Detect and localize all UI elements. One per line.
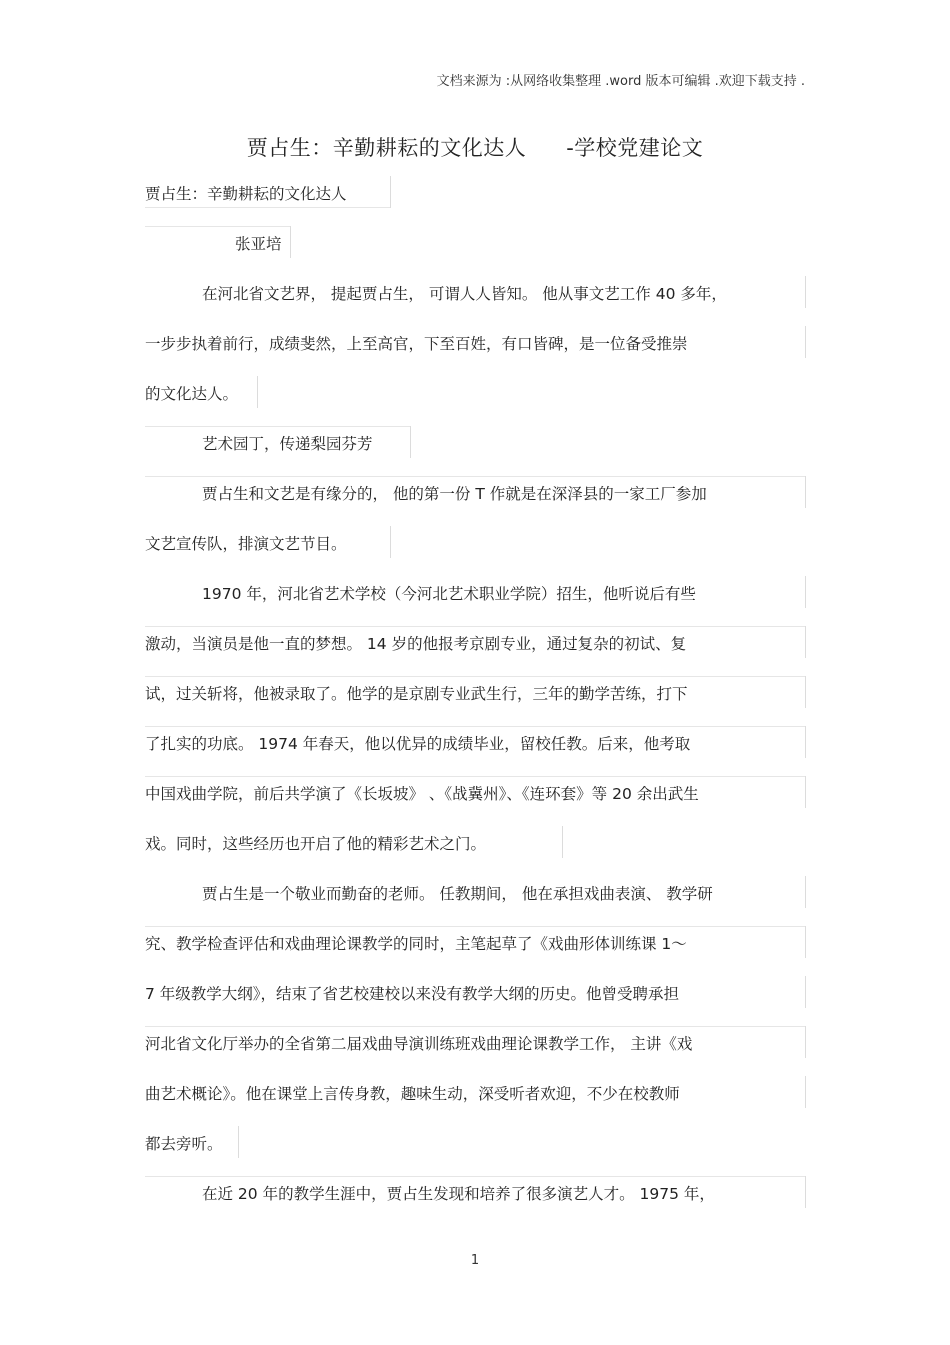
paragraph-line: 戏。同时，这些经历也开启了他的精彩艺术之门。 xyxy=(145,835,487,853)
section-heading: 艺术园丁，传递梨园芬芳 xyxy=(202,435,373,453)
title-suffix: -学校党建论文 xyxy=(566,136,704,160)
divider xyxy=(145,726,805,727)
divider xyxy=(805,676,806,708)
paragraph-line: 7 年级教学大纲》，结束了省艺校建校以来没有教学大纲的历史。他曾受聘承担 xyxy=(145,985,680,1003)
divider xyxy=(238,1126,239,1158)
divider xyxy=(805,476,806,508)
divider xyxy=(145,926,805,927)
divider xyxy=(805,776,806,808)
divider xyxy=(805,1176,806,1208)
divider xyxy=(805,1076,806,1108)
paragraph-line: 河北省文化厅举办的全省第二届戏曲导演训练班戏曲理论课教学工作， 主讲《戏 xyxy=(145,1035,693,1053)
divider xyxy=(805,1026,806,1058)
paragraph-line: 曲艺术概论》。他在课堂上言传身教，趣味生动，深受听者欢迎，不少在校教师 xyxy=(145,1085,680,1103)
paragraph-line: 了扎实的功底。 1974 年春天，他以优异的成绩毕业，留校任教。后来，他考取 xyxy=(145,735,691,753)
divider xyxy=(805,576,806,608)
divider xyxy=(805,726,806,758)
divider xyxy=(145,1176,805,1177)
paragraph-line: 都去旁听。 xyxy=(145,1135,223,1153)
paragraph-line: 试，过关斩将，他被录取了。他学的是京剧专业武生行，三年的勤学苦练，打下 xyxy=(145,685,688,703)
subtitle-line: 贾占生：辛勤耕耘的文化达人 xyxy=(145,185,347,203)
paragraph-line: 在近 20 年的教学生涯中，贾占生发现和培养了很多演艺人才。 1975 年， xyxy=(202,1185,715,1203)
divider xyxy=(145,207,390,208)
divider xyxy=(290,226,291,258)
divider xyxy=(805,976,806,1008)
divider xyxy=(145,626,805,627)
divider xyxy=(805,326,806,358)
paragraph-line: 1970 年，河北省艺术学校（今河北艺术职业学院）招生，他听说后有些 xyxy=(202,585,696,603)
article-title xyxy=(0,132,950,162)
divider xyxy=(805,626,806,658)
paragraph-line: 中国戏曲学院，前后共学演了《长坂坡》 、《战冀州》、《连环套》等 20 余出武生 xyxy=(145,785,699,803)
paragraph-line: 一步步执着前行，成绩斐然，上至高官，下至百姓，有口皆碑，是一位备受推崇 xyxy=(145,335,688,353)
divider xyxy=(390,176,391,208)
divider xyxy=(145,476,805,477)
page-number: 1 xyxy=(470,1253,480,1268)
paragraph-line: 文艺宣传队，排演文艺节目。 xyxy=(145,535,347,553)
title-main: 贾占生：辛勤耕耘的文化达人 xyxy=(246,136,527,160)
divider xyxy=(390,526,391,558)
divider xyxy=(410,426,411,458)
divider xyxy=(145,776,805,777)
divider xyxy=(562,826,563,858)
divider xyxy=(257,376,258,408)
divider xyxy=(145,1026,805,1027)
divider xyxy=(805,276,806,308)
paragraph-line: 贾占生是一个敬业而勤奋的老师。 任教期间， 他在承担戏曲表演、 教学研 xyxy=(202,885,713,903)
author-line: 张亚培 xyxy=(235,235,282,253)
paragraph-line: 在河北省文艺界， 提起贾占生， 可谓人人皆知。 他从事文艺工作 40 多年， xyxy=(202,285,727,303)
paragraph-line: 的文化达人。 xyxy=(145,385,239,403)
divider xyxy=(145,226,290,227)
divider xyxy=(805,926,806,958)
paragraph-line: 激动，当演员是他一直的梦想。 14 岁的他报考京剧专业，通过复杂的初试、复 xyxy=(145,635,687,653)
paragraph-line: 究、教学检查评估和戏曲理论课教学的同时，主笔起草了《戏曲形体训练课 1～ xyxy=(145,935,687,953)
document-source-header: 文档来源为 :从网络收集整理 .word 版本可编辑 .欢迎下载支持 . xyxy=(436,74,805,89)
divider xyxy=(805,876,806,908)
divider xyxy=(145,426,410,427)
divider xyxy=(145,676,805,677)
paragraph-line: 贾占生和文艺是有缘分的， 他的第一份 T 作就是在深泽县的一家工厂参加 xyxy=(202,485,707,503)
